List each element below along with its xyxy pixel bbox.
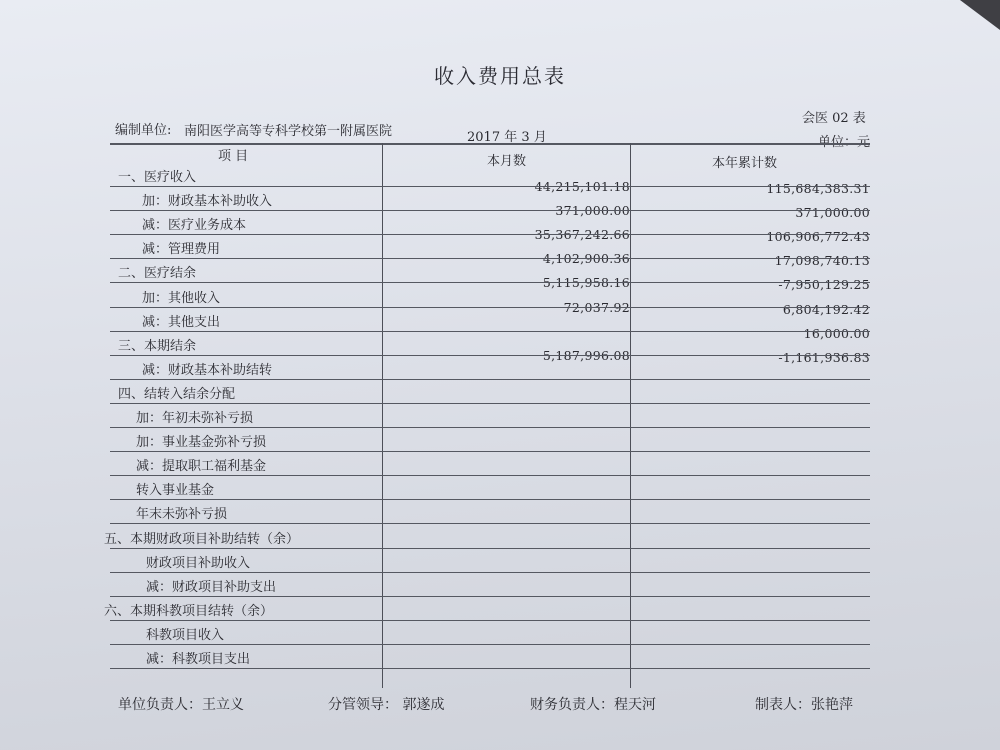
row-label: 减：其他支出 — [142, 314, 221, 330]
ytd-amount: 115,684,383.31 — [766, 181, 870, 196]
row-rule — [110, 282, 870, 283]
row-rule — [110, 644, 870, 645]
currency-unit: 单位：元 — [818, 135, 871, 150]
row-rule — [110, 596, 870, 597]
row-label: 六、本期科教项目结转（余） — [104, 603, 274, 619]
row-rule — [110, 451, 870, 452]
current-month-amount: 35,367,242.66 — [534, 227, 630, 243]
ytd-amount: 17,098,740.13 — [774, 253, 870, 269]
report-title: 收入费用总表 — [434, 64, 566, 88]
row-label: 加：事业基金弥补亏损 — [136, 435, 267, 451]
ytd-amount: 371,000.00 — [795, 205, 870, 221]
row-label: 减：提取职工福利基金 — [136, 459, 267, 475]
compiler-value: 南阳医学高等专科学校第一附属医院 — [184, 124, 393, 139]
row-rule — [110, 234, 870, 235]
header-ytd: 本年累计数 — [712, 156, 778, 171]
ytd-amount: -1,161,936.83 — [778, 349, 870, 365]
column-divider — [630, 143, 631, 688]
current-month-amount: 5,115,958.16 — [542, 275, 630, 291]
row-rule — [110, 331, 870, 332]
ytd-amount: 16,000.00 — [803, 325, 870, 341]
row-rule — [110, 668, 870, 669]
row-label: 三、本期结余 — [118, 338, 197, 354]
row-label: 五、本期财政项目补助结转（余） — [104, 531, 300, 547]
row-rule — [110, 307, 870, 308]
row-rule — [110, 403, 870, 404]
row-label: 一、医疗收入 — [118, 170, 197, 185]
row-rule — [110, 499, 870, 500]
row-rule — [110, 379, 870, 380]
current-month-amount: 72,037.92 — [563, 299, 630, 315]
row-label: 加：其他收入 — [142, 290, 221, 306]
row-label: 转入事业基金 — [136, 483, 215, 499]
ytd-amount: -7,950,129.25 — [778, 277, 870, 293]
row-label: 四、结转入结余分配 — [118, 386, 236, 402]
ytd-amount: 6,804,192.42 — [782, 301, 870, 317]
current-month-amount: 44,215,101.18 — [534, 179, 630, 194]
row-label: 减：管理费用 — [142, 242, 221, 258]
signature-preparer: 制表人：张艳萍 — [755, 697, 853, 713]
row-label: 年末未弥补亏损 — [136, 507, 228, 523]
row-rule — [110, 572, 870, 573]
signature-supervisor: 分管领导： 郭遂成 — [328, 697, 445, 713]
row-label: 减：医疗业务成本 — [142, 218, 247, 234]
ytd-amount: 106,906,772.43 — [766, 229, 870, 245]
signature-finance-head: 财务负责人：程天河 — [530, 697, 656, 713]
row-rule — [110, 427, 870, 428]
row-label: 加：财政基本补助收入 — [142, 194, 273, 210]
compiler-label: 编制单位: — [115, 123, 172, 138]
row-label: 加：年初未弥补亏损 — [136, 411, 254, 426]
row-label: 财政项目补助收入 — [146, 555, 251, 571]
row-rule — [110, 523, 870, 524]
row-label: 二、医疗结余 — [118, 266, 197, 282]
current-month-amount: 5,187,996.08 — [542, 347, 630, 363]
row-label: 减：财政项目补助支出 — [146, 579, 277, 595]
row-rule — [110, 186, 870, 187]
signature-unit-head: 单位负责人：王立义 — [118, 697, 244, 713]
row-rule — [110, 210, 870, 211]
row-label: 科教项目收入 — [146, 627, 225, 643]
row-rule — [110, 620, 870, 621]
row-rule — [110, 475, 870, 476]
row-rule — [110, 548, 870, 549]
report-period: 2017 年 3 月 — [467, 130, 547, 145]
header-current-month: 本月数 — [487, 154, 527, 169]
row-label: 减：财政基本补助结转 — [142, 362, 273, 378]
row-rule — [110, 258, 870, 259]
row-rule — [110, 355, 870, 356]
current-month-amount: 4,102,900.36 — [542, 251, 630, 267]
column-divider — [382, 143, 383, 688]
header-item: 项 目 — [218, 149, 249, 164]
row-label: 减：科教项目支出 — [146, 652, 251, 667]
form-code: 会医 02 表 — [802, 111, 866, 126]
current-month-amount: 371,000.00 — [555, 203, 630, 219]
